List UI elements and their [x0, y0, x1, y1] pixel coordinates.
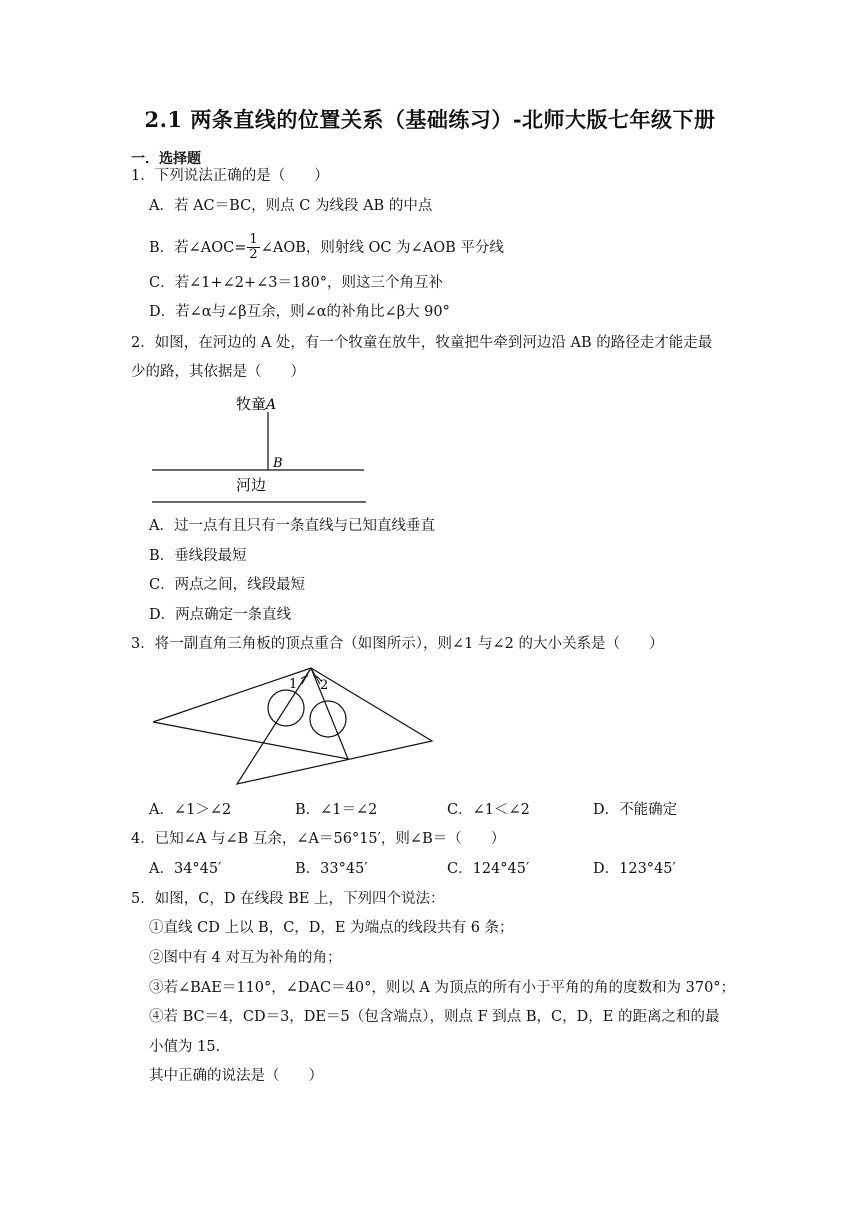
fraction [247, 233, 259, 262]
q4-option-d: D．123°45′ [593, 861, 676, 877]
fig-label-angle-2: 2 [320, 678, 329, 693]
hole-circle-2 [310, 701, 346, 737]
q5-statement-3: ③若∠BAE＝110°，∠DAC＝40°，则以 A 为顶点的所有小于平角的角的度数和为 370°； [149, 980, 736, 996]
q5-statement-4-line2: 小值为 15. [149, 1039, 221, 1055]
q5-question: 其中正确的说法是（ ） [149, 1068, 323, 1084]
q2-stem-line2: 少的路，其依据是（ ） [131, 364, 305, 380]
q2-option-d: D．两点确定一条直线 [149, 607, 292, 623]
fraction-numerator: 1 [249, 232, 258, 247]
fig-label-river: 河边 [236, 476, 267, 494]
q5-statement-2: ②图中有 4 对互为补角的角； [149, 950, 342, 966]
q5-stem: 5．如图，C，D 在线段 BE 上，下列四个说法： [131, 891, 445, 907]
q4-option-b: B．33°45′ [295, 861, 368, 877]
q5-statement-1: ①直线 CD 上以 B，C，D，E 为端点的线段共有 6 条； [149, 920, 514, 936]
q2-option-a: A．过一点有且只有一条直线与已知直线垂直 [149, 518, 435, 534]
fig-label-herder: 牧童 [236, 395, 267, 413]
q3-option-a: A．∠1＞∠2 [149, 802, 232, 818]
fig-label-angle-1: 1 [289, 677, 298, 692]
fig-label-b: B [273, 456, 283, 471]
q4-option-c: C．124°45′ [447, 861, 530, 877]
q3-option-b: B．∠1＝∠2 [295, 802, 378, 818]
q3-stem: 3．将一副直角三角板的顶点重合（如图所示），则∠1 与∠2 的大小关系是（ ） [131, 636, 664, 652]
q4-stem: 4．已知∠A 与∠B 互余，∠A＝56°15′，则∠B＝（ ） [131, 831, 506, 847]
section-heading: 一．选择题 [131, 151, 201, 167]
q2-option-b: B．垂线段最短 [149, 548, 247, 564]
q1-option-b-suffix: ∠AOB，则射线 OC 为∠AOB 平分线 [260, 239, 504, 256]
q2-option-c: C．两点之间，线段最短 [149, 577, 306, 593]
q1-option-a: A．若 AC＝BC，则点 C 为线段 AB 的中点 [149, 198, 433, 214]
fraction-denominator: 2 [249, 247, 258, 262]
q1-option-b [149, 233, 504, 262]
q2-stem-line1: 2．如图，在河边的 A 处，有一个牧童在放牛，牧童把牛牵到河边沿 AB 的路径走才能走最 [131, 335, 713, 351]
triangle-set-figure [148, 662, 448, 792]
q1-stem: 1．下列说法正确的是（ ） [131, 168, 329, 184]
q3-option-c: C．∠1＜∠2 [447, 802, 530, 818]
q5-statement-4-line1: ④若 BC＝4，CD＝3，DE＝5（包含端点），则点 F 到点 B，C，D，E 的距离之和的最 [149, 1009, 720, 1025]
q1-option-d: D．若∠α与∠β互余，则∠α的补角比∠β大 90° [149, 304, 450, 320]
fig-label-a: A [266, 397, 277, 413]
river-figure [148, 390, 378, 510]
q1-option-c: C．若∠1+∠2+∠3＝180°，则这三个角互补 [149, 275, 443, 291]
q3-option-d: D．不能确定 [593, 802, 678, 818]
q1-option-b-prefix: B．若∠AOC= [149, 239, 247, 256]
q4-option-a: A．34°45′ [149, 861, 222, 877]
page-title: 2.1 两条直线的位置关系（基础练习）-北师大版七年级下册 [144, 107, 716, 132]
